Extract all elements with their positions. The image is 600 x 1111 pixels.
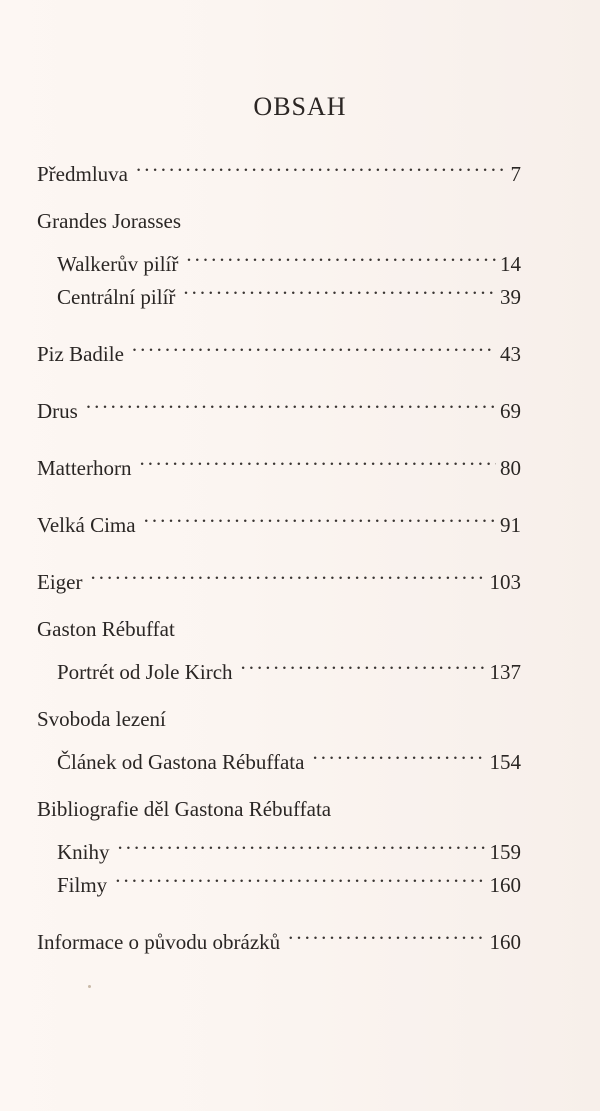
dot-leader [118,826,486,859]
toc-page-number: 160 [489,930,521,954]
paper-speck [88,985,91,988]
toc-page-number: 69 [500,399,521,423]
toc-entry-bibliografie [37,793,521,897]
dot-leader [186,238,496,271]
dot-leader [132,328,496,361]
toc-heading: Grandes Jorasses [37,209,182,233]
toc-page-number: 43 [500,342,521,366]
dot-leader [115,859,485,892]
dot-leader [288,916,485,949]
table-of-contents [37,148,521,973]
toc-entry-informace [37,916,521,954]
toc-label: Eiger [37,570,83,594]
toc-entry-drus [37,385,521,423]
toc-line [37,916,521,954]
toc-page-number: 159 [489,840,521,864]
toc-line [37,499,521,537]
toc-entry-velka-cima [37,499,521,537]
toc-entry-svoboda-lezeni [37,703,521,774]
toc-line [37,826,521,864]
toc-page-number: 91 [500,513,521,537]
toc-label: Velká Cima [37,513,136,537]
toc-label: Matterhorn [37,456,132,480]
toc-entry-matterhorn [37,442,521,480]
toc-entry-grandes-jorasses [37,205,521,309]
toc-entry-piz-badile [37,328,521,366]
toc-page-number: 154 [489,750,521,774]
toc-label: Centrální pilíř [57,285,176,309]
dot-leader [241,646,486,679]
toc-entry-predmluva [37,148,521,186]
toc-page-number: 39 [500,285,521,309]
toc-label: Walkerův pilíř [57,252,179,276]
toc-line [37,148,521,186]
dot-leader [312,736,485,769]
toc-label: Piz Badile [37,342,124,366]
toc-line [37,442,521,480]
toc-line [37,238,521,276]
dot-leader [136,148,505,181]
toc-page-number: 7 [510,162,521,186]
toc-page-number: 137 [489,660,521,684]
dot-leader [86,385,496,418]
toc-label: Portrét od Jole Kirch [57,660,233,684]
dot-leader [183,271,496,304]
dot-leader [90,556,485,589]
toc-page-number: 103 [489,570,521,594]
toc-label: Předmluva [37,162,128,186]
toc-label: Drus [37,399,78,423]
toc-label: Filmy [57,873,108,897]
toc-entry-eiger [37,556,521,594]
toc-heading: Gaston Rébuffat [37,617,175,641]
toc-line [37,328,521,366]
toc-page-number: 14 [500,252,521,276]
toc-line [37,385,521,423]
dot-leader [139,442,496,475]
toc-label: Knihy [57,840,110,864]
toc-line [37,646,521,684]
toc-page-number: 160 [489,873,521,897]
toc-label: Informace o původu obrázků [37,930,281,954]
toc-entry-gaston-rebuffat [37,613,521,684]
toc-label: Článek od Gastona Rébuffata [57,750,305,774]
toc-heading: Bibliografie děl Gastona Rébuffata [37,797,332,821]
toc-heading: Svoboda lezení [37,707,166,731]
toc-line [37,736,521,774]
page-title: OBSAH [253,92,347,121]
toc-line [37,556,521,594]
toc-page-number: 80 [500,456,521,480]
dot-leader [144,499,496,532]
